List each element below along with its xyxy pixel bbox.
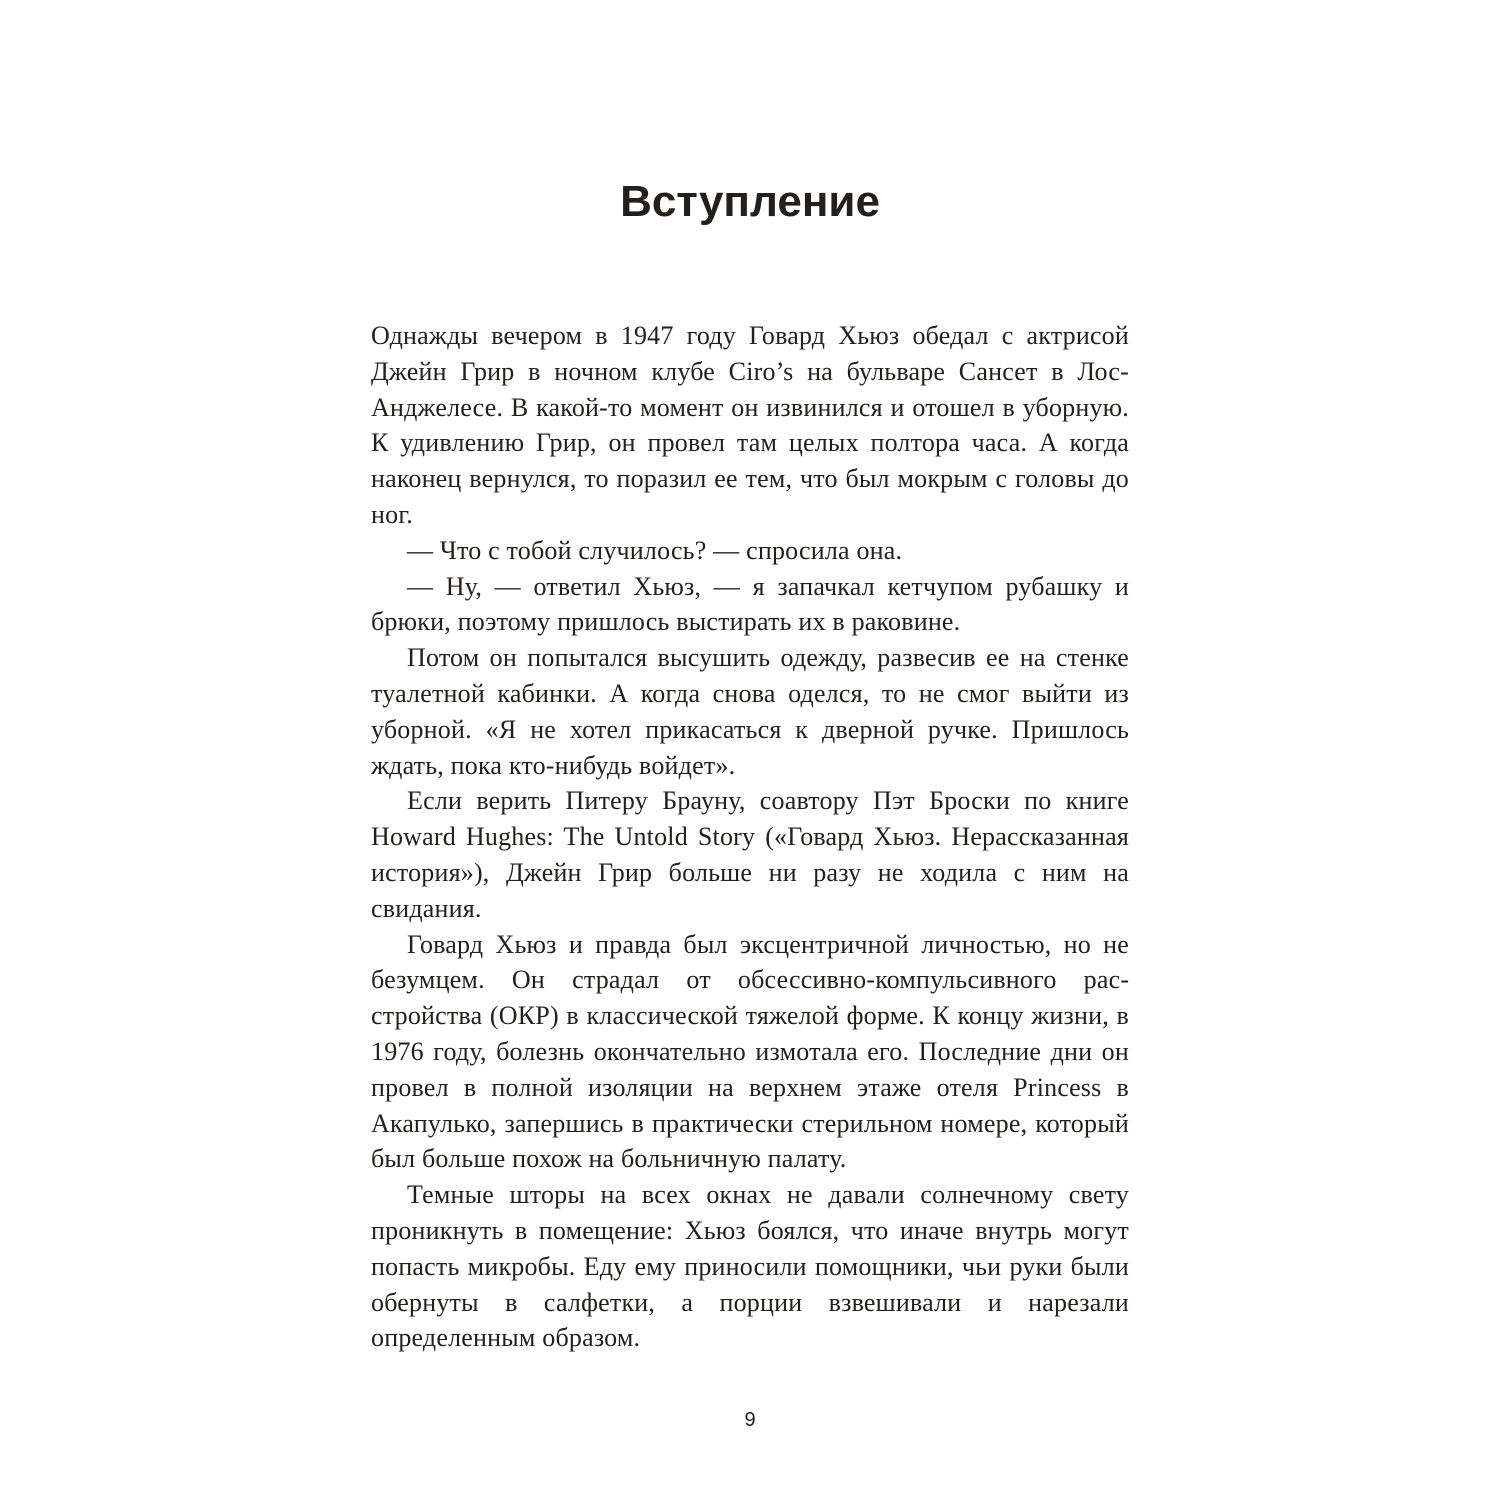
paragraph: — Ну, — ответил Хьюз, — я запачкал кетчупом рубашку и брюки, поэтому пришлось выстирать их в раковине. [371,571,1129,637]
page-number: 9 [744,1409,756,1431]
paragraph: Однажды вечером в 1947 году Говард Хьюз обедал с актрисой Джейн Грир в ночном клубе Ciro’s на бульваре Сансет в Лос-Анджелесе. В какой-то момент он извинился и отошел в уборную. К удивлению Грир, он провел там целых полтора часа. А когда наконец вернулся, то поразил ее тем, что был мокрым с головы до ног. [371,321,1129,529]
paragraph: Потом он попытался высушить одежду, развесив ее на стенке туалетной кабинки. А когда снова оделся, то не смог выйти из уборной. «Я не хотел прикасаться к дверной ручке. Пришлось ждать, пока кто-нибудь войдет». [371,643,1129,780]
body-text [371,318,1129,1356]
paragraph: Темные шторы на всех окнах не давали солнечному свету проникнуть в помещение: Хьюз боялся, что иначе внутрь могут попасть микробы. Еду ему приносили помощники, чьи руки были обернуты в салфетки, а порции взвешивали и нарезали определенным образом. [371,1180,1129,1353]
paragraph: Если верить Питеру Брауну, соавтору Пэт Броски по книге Howard Hughes: The Untold Story («Говард Хьюз. Нерассказанная история»), Джейн Грир больше ни разу не ходила с ним на свидания. [371,786,1129,923]
paragraph: Говард Хьюз и правда был эксцентричной личностью, но не безумцем. Он страдал от обсессивно-компульсивного расстройства (ОКР) в классической тяжелой форме. К концу жизни, в 1976 году, болезнь окончательно измотала его. Последние дни он провел в полной изоляции на верхнем этаже отеля Princess в Акапулько, запершись в практически стерильном номере, который был больше похож на больничную палату. [371,929,1129,1174]
paragraph: — Что с тобой случилось? — спросила она. [407,535,903,565]
chapter-title: Вступление [620,177,880,226]
